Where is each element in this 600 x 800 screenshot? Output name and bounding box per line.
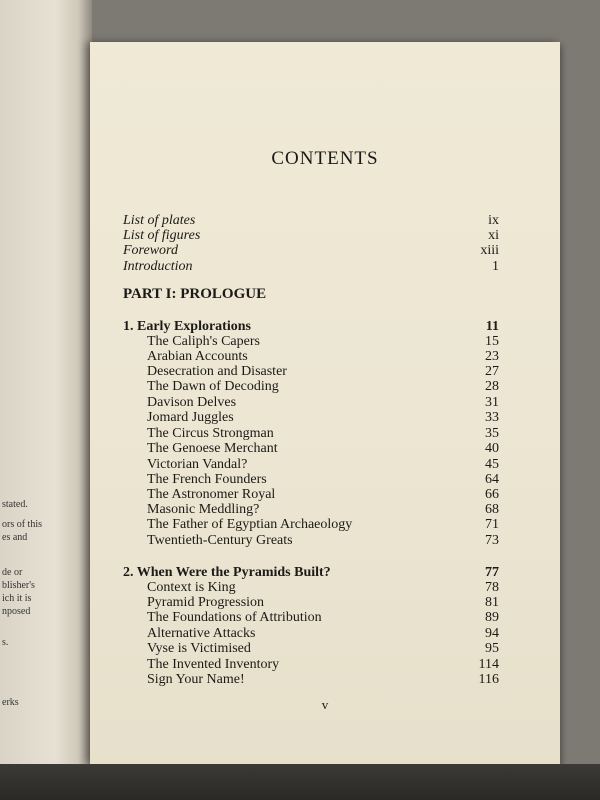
section-label: Masonic Meddling? [147,502,260,517]
toc-entry-label: Introduction [123,259,193,274]
section-entry [123,409,499,426]
part-heading: PART I: PROLOGUE [123,286,267,302]
toc-entry-page: xi [488,228,499,243]
left-page-text: nposed [2,606,31,617]
section-page: 31 [485,395,499,410]
section-page: 78 [485,580,499,595]
left-page-text: s. [2,637,9,648]
section-page: 89 [485,610,499,625]
page-title: CONTENTS [271,148,379,169]
section-entry [123,532,499,549]
section-label: Sign Your Name! [147,672,245,687]
toc-entry-label: List of plates [123,213,196,228]
left-page-text: es and [2,532,28,543]
toc-entry-label: List of figures [123,228,201,243]
left-page-text: stated. [2,499,28,510]
section-label: The Circus Strongman [147,426,274,441]
section-label: Victorian Vandal? [147,457,248,472]
chapter-label: 1. Early Explorations [123,319,251,334]
section-page: 28 [485,379,499,394]
toc-entry-label: Foreword [123,243,178,258]
section-page: 68 [485,502,499,517]
section-page: 40 [485,441,499,456]
section-entry [123,640,499,657]
chapter-page: 77 [485,565,499,580]
section-entry [123,671,499,688]
section-label: Vyse is Victimised [147,641,251,656]
section-label: Arabian Accounts [147,349,248,364]
section-page: 35 [485,426,499,441]
section-label: Twentieth-Century Greats [147,533,293,548]
section-entry [123,378,499,395]
section-page: 73 [485,533,499,548]
toc-entry [123,242,499,259]
toc-entry-page: xiii [480,243,499,258]
section-label: The Genoese Merchant [147,441,278,456]
section-page: 45 [485,457,499,472]
section-label: The Father of Egyptian Archaeology [147,517,353,532]
section-label: Jomard Juggles [147,410,234,425]
section-page: 95 [485,641,499,656]
chapter-label: 2. When Were the Pyramids Built? [123,565,331,580]
section-page: 116 [478,672,499,687]
section-page: 15 [485,334,499,349]
section-label: The French Founders [147,472,267,487]
section-label: The Foundations of Attribution [147,610,322,625]
section-page: 71 [485,517,499,532]
section-label: The Caliph's Capers [147,334,260,349]
section-entry [123,609,499,626]
section-page: 94 [485,626,499,641]
section-label: Davison Delves [147,395,237,410]
section-label: The Dawn of Decoding [147,379,279,394]
chapter-page: 11 [485,319,499,334]
section-label: Pyramid Progression [147,595,265,610]
section-page: 23 [485,349,499,364]
section-page: 64 [485,472,499,487]
left-page-text: de or [2,567,23,578]
section-label: The Astronomer Royal [147,487,276,502]
section-page: 27 [485,364,499,379]
toc-entry [123,258,499,275]
toc-entry-page: 1 [492,259,499,274]
contents-text [90,0,560,800]
toc-entry-page: ix [488,213,499,228]
left-page-text: erks [2,697,19,708]
section-page: 33 [485,410,499,425]
section-entry [123,516,499,533]
section-label: The Invented Inventory [147,657,280,672]
section-label: Alternative Attacks [147,626,256,641]
left-page-text: ors of this [2,519,42,530]
left-page [0,0,92,800]
section-label: Desecration and Disaster [147,364,287,379]
left-page-text: ich it is [2,593,32,604]
page-number: v [321,697,329,712]
section-entry [123,440,499,457]
left-page-text: blisher's [2,580,35,591]
section-page: 81 [485,595,499,610]
section-page: 114 [478,657,499,672]
section-label: Context is King [147,580,236,595]
section-page: 66 [485,487,499,502]
